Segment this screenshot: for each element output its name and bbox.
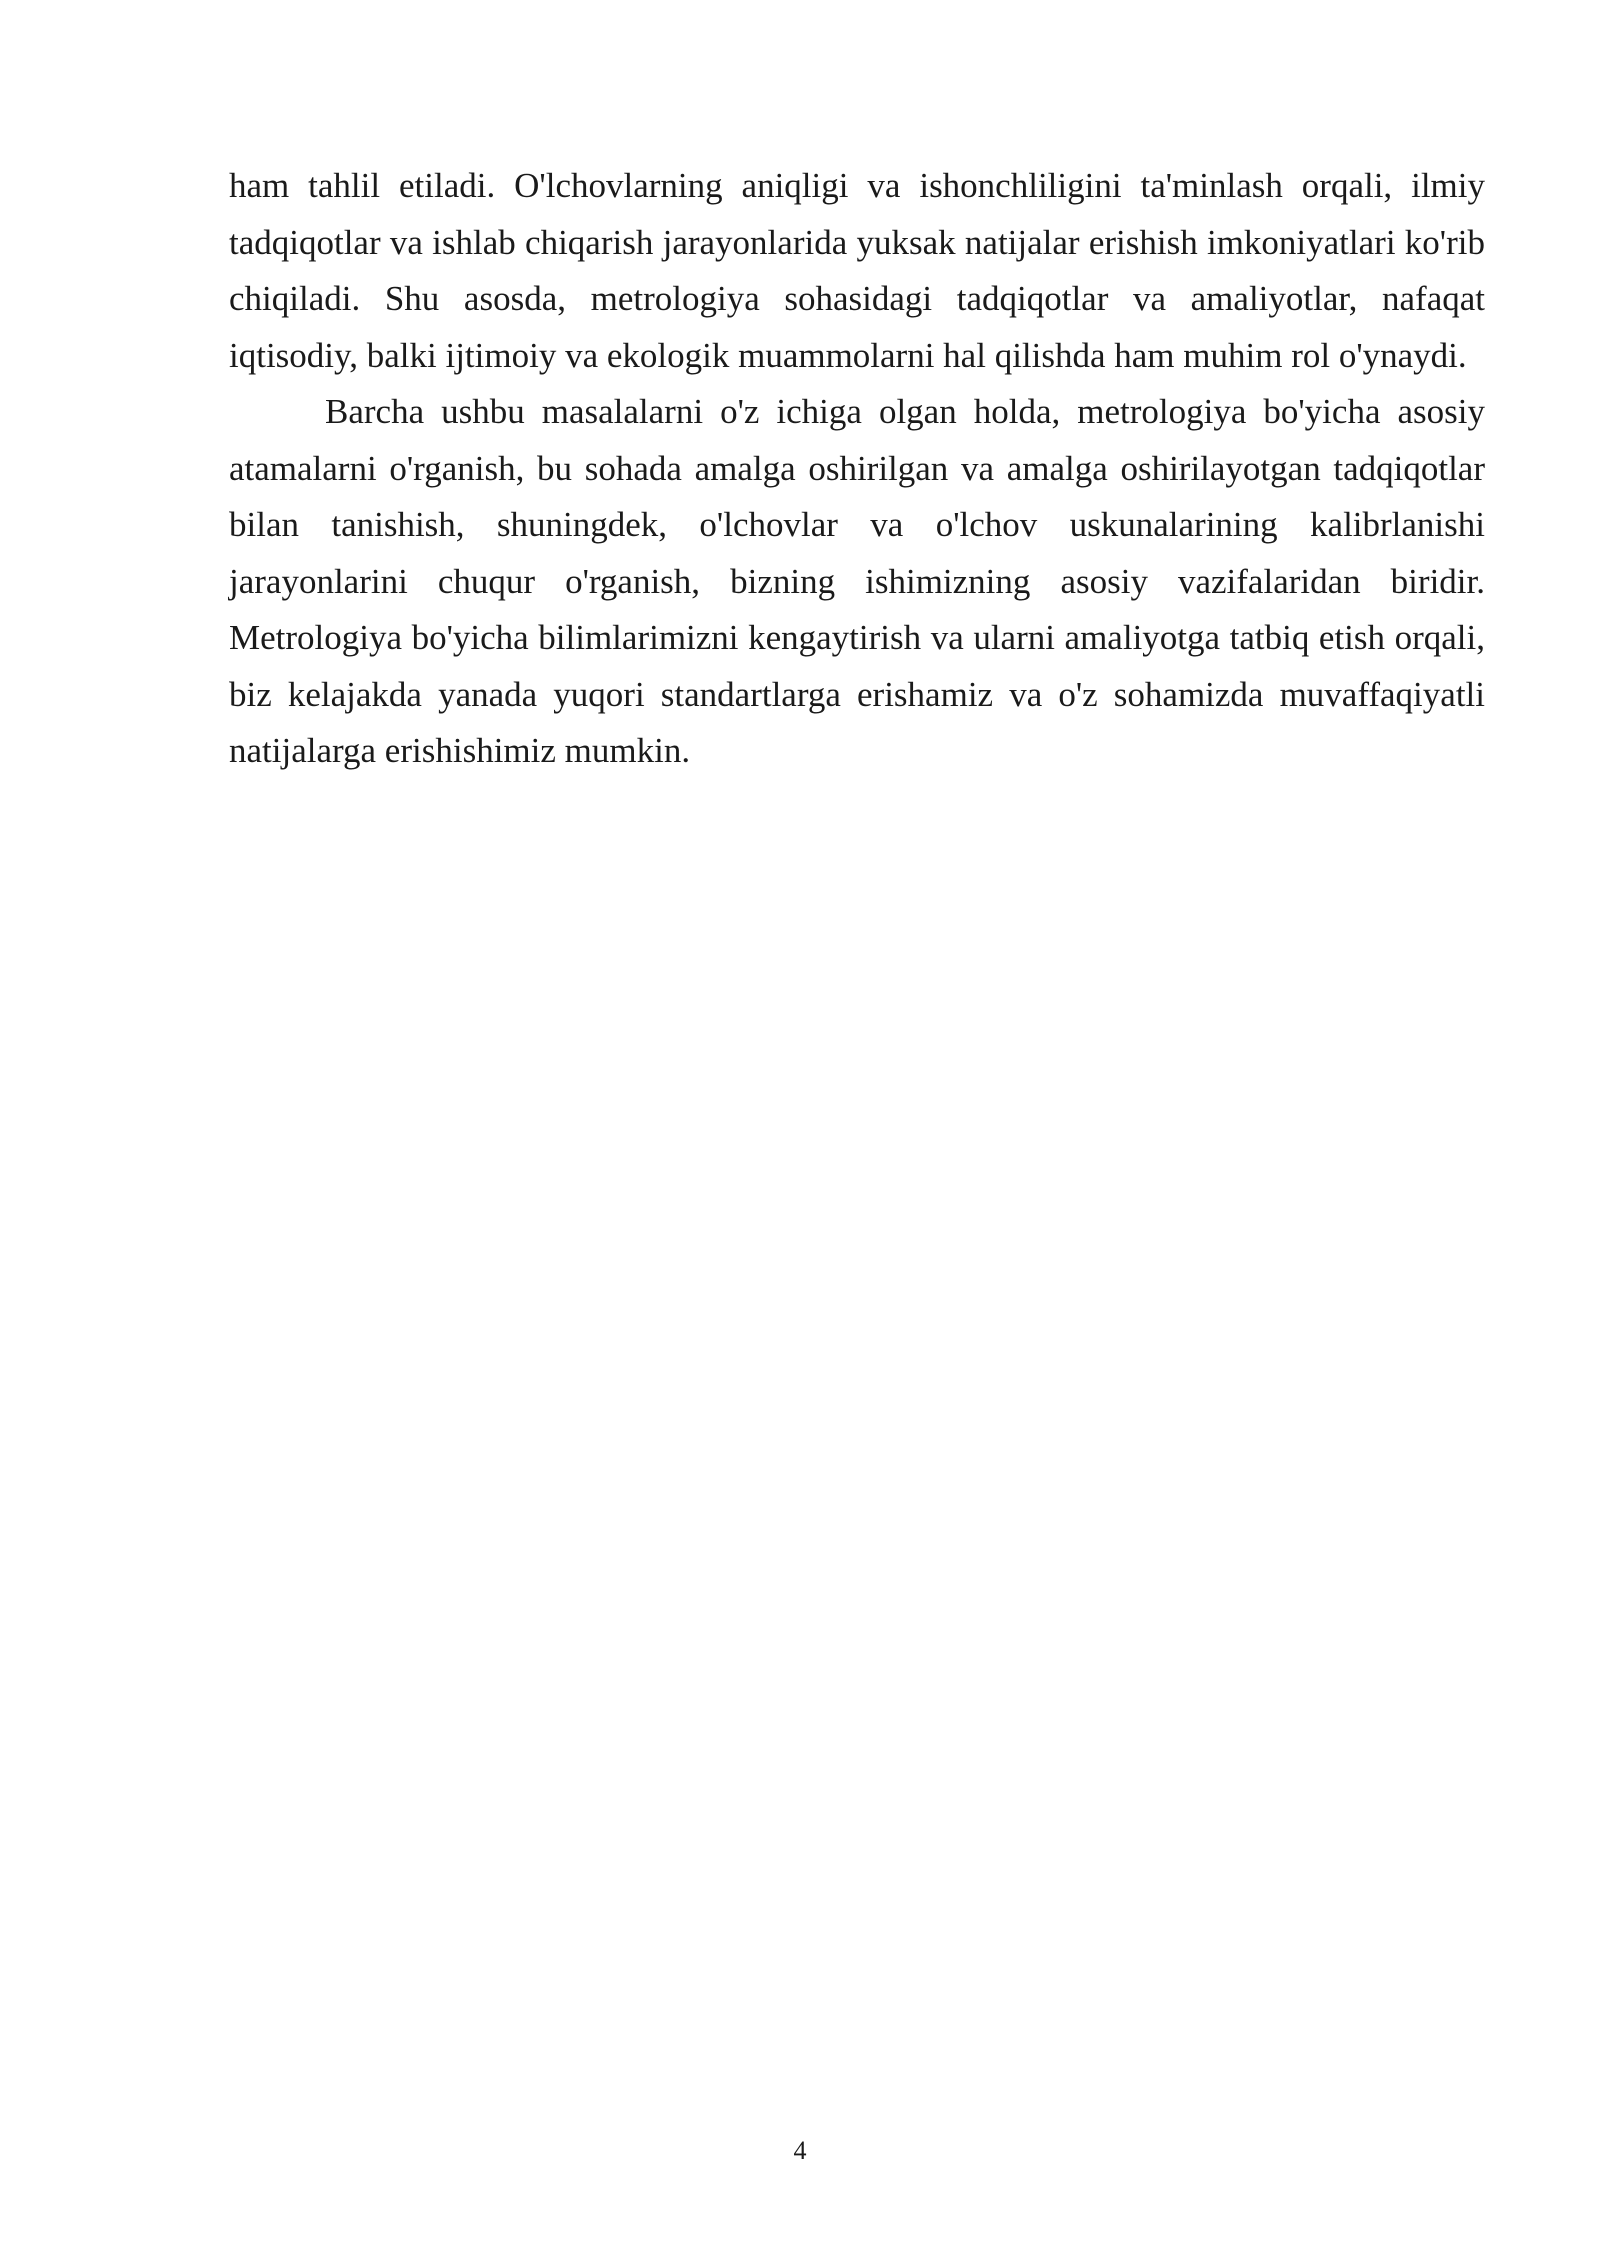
paragraph-continued: ham tahlil etiladi. O'lchovlarning aniqligi va ishonchliligini ta'minlash orqali, ilmiy tadqiqotlar va ishlab chiqarish jarayonlarida yuksak natijalar erishish imkoniyatlari ko'rib chiqiladi. Shu asosda, metrologiya sohasidagi tadqiqotlar va amaliyotlar, nafaqat iqtisodiy, balki ijtimoiy va ekologik muammolarni hal qilishda ham muhim rol o'ynaydi.	[229, 166, 1485, 375]
paragraph: Barcha ushbu masalalarni o'z ichiga olgan holda, metrologiya bo'yicha asosiy atamalarni o'rganish, bu sohada amalga oshirilgan va amalga oshirilayotgan tadqiqotlar bilan tanishish, shuningdek, o'lchovlar va o'lchov uskunalarining kalibrlanishi jarayonlarini chuqur o'rganish, bizning ishimizning asosiy vazifalaridan biridir. Metrologiya bo'yicha bilimlarimizni kengaytirish va ularni amaliyotga tatbiq etish orqali, biz kelajakda yanada yuqori standartlarga erishamiz va o'z sohamizda muvaffaqiyatli natijalarga erishishimiz mumkin.	[229, 392, 1485, 770]
page-number: 4	[793, 2136, 807, 2165]
body-text	[229, 158, 1485, 780]
